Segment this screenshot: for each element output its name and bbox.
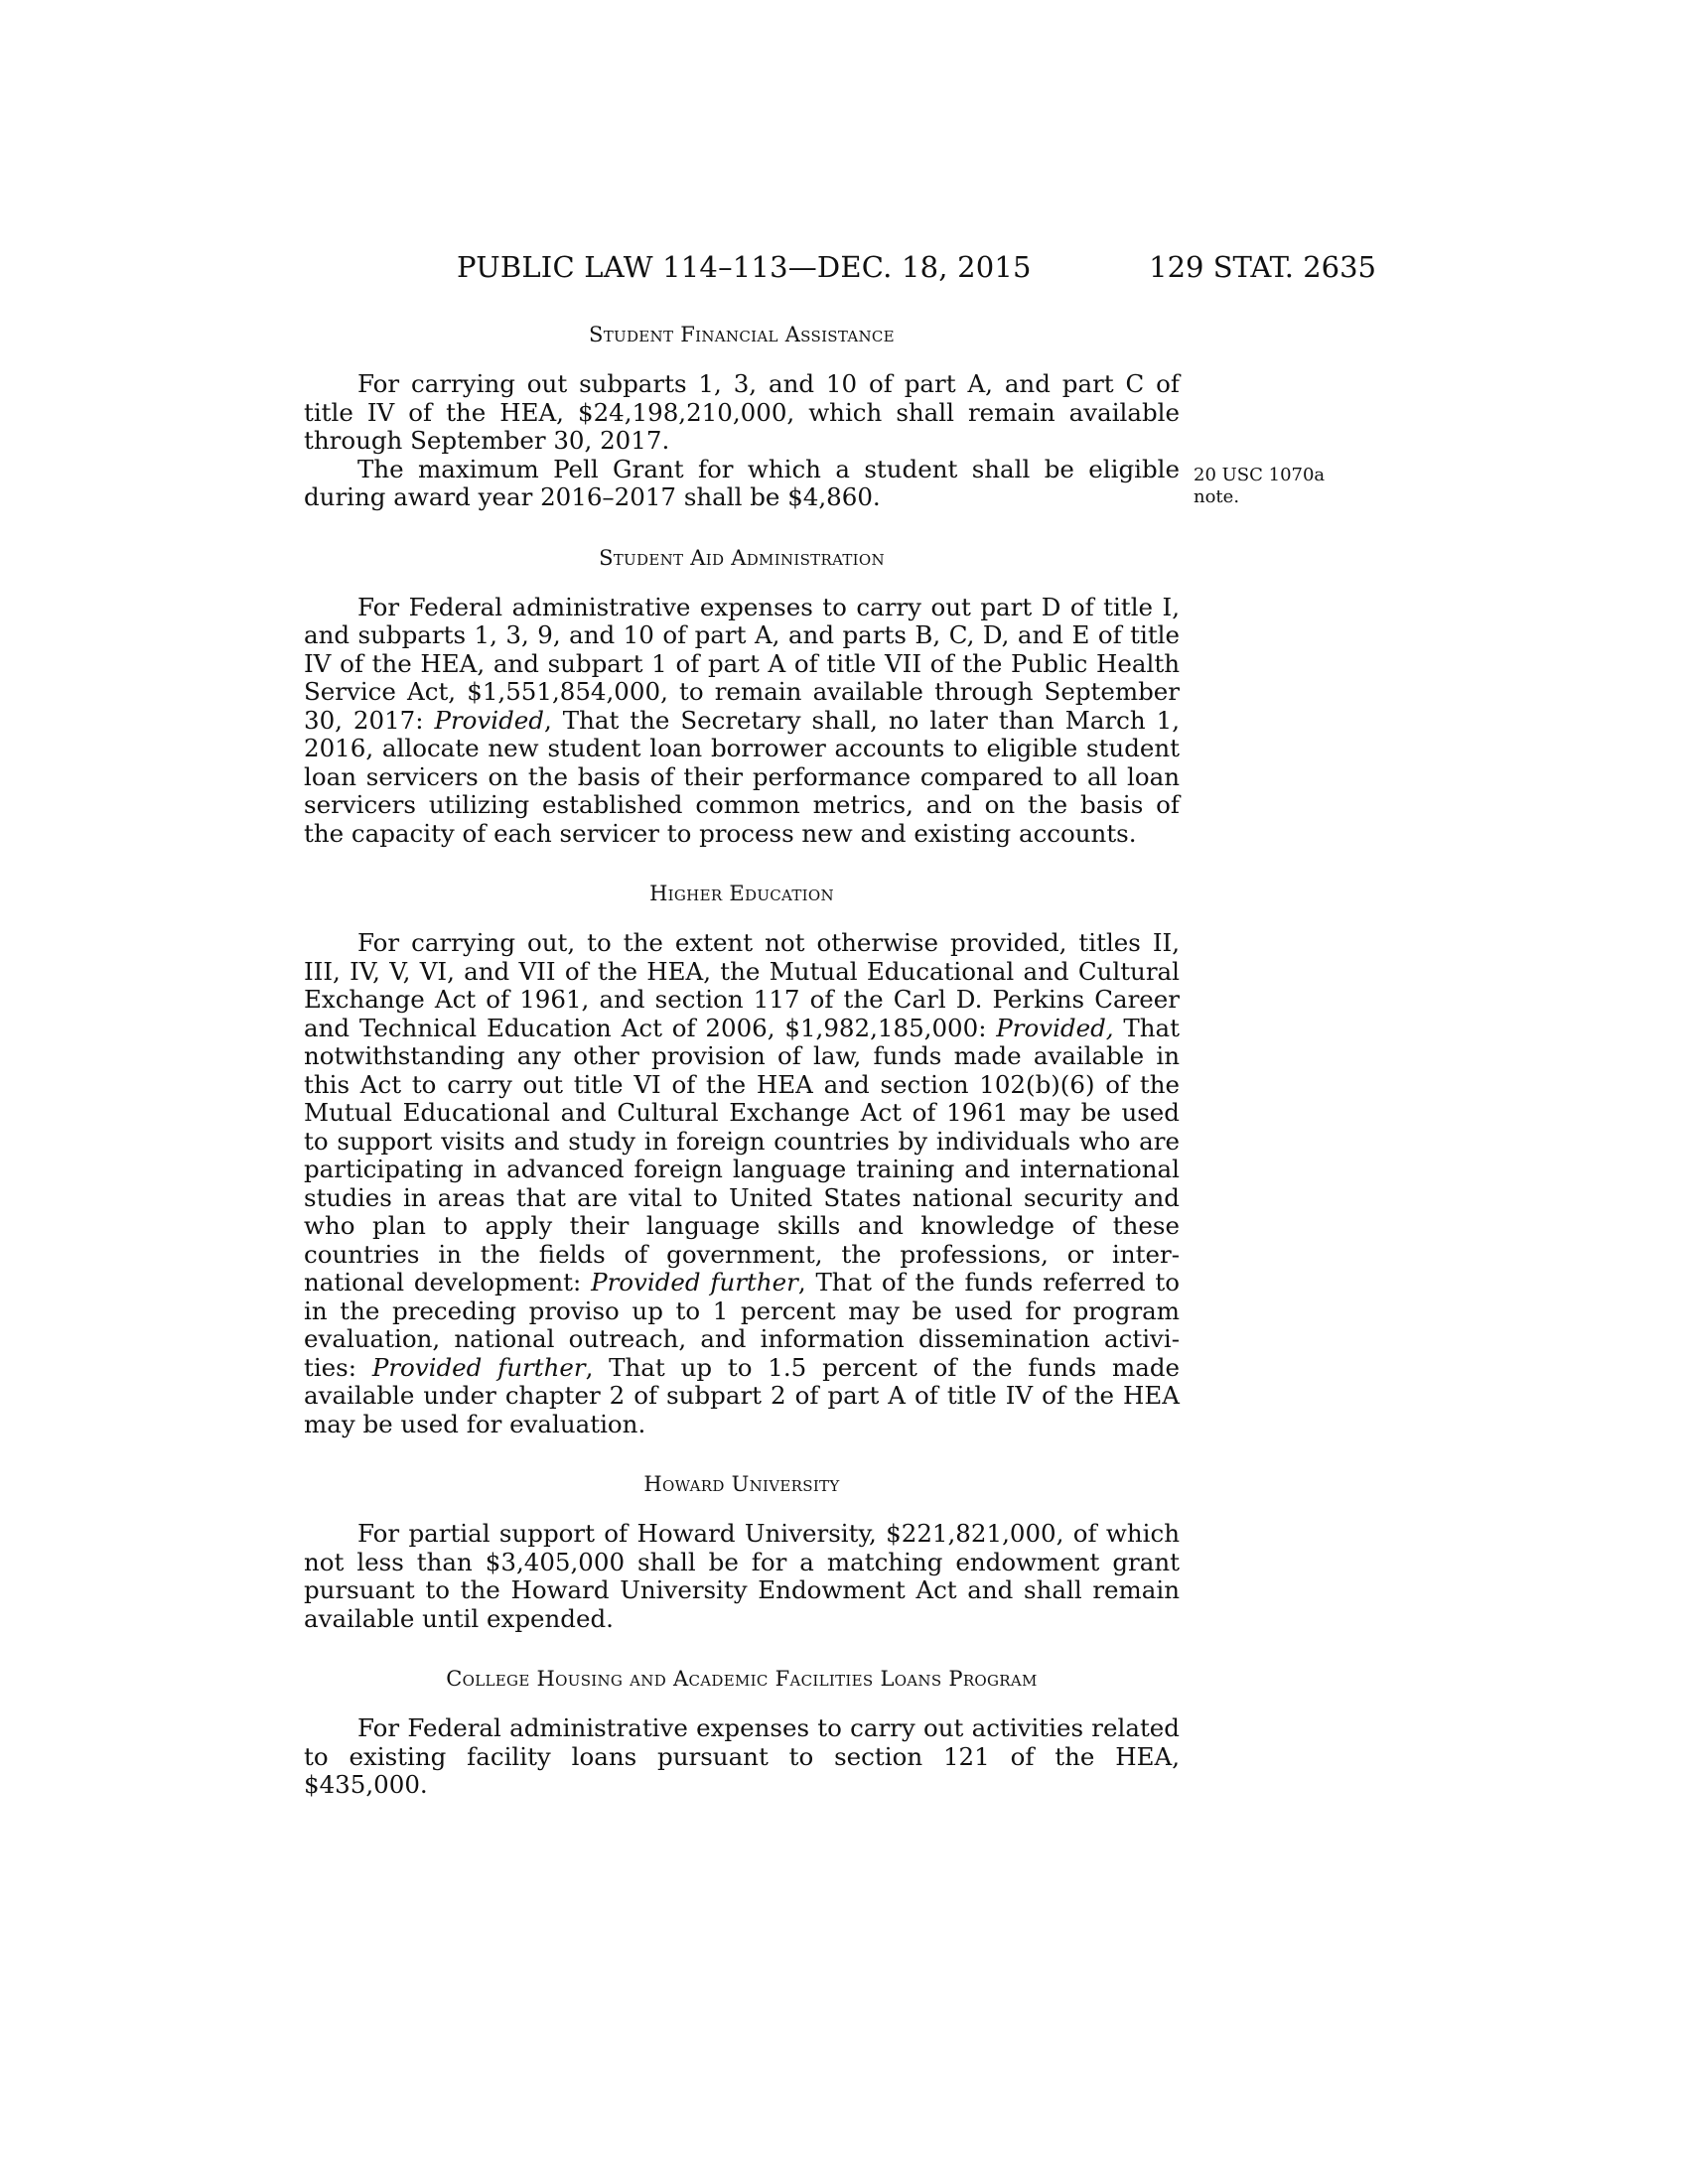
running-header-law: PUBLIC LAW 114–113—DEC. 18, 2015 — [457, 250, 1032, 284]
margin-note-citation — [1194, 465, 1372, 508]
paragraph-howard-university: For partial support of Howard University, $221,821,000, of which not less than $3,405,000 shall be for a matching endowment grant pursuant to the Howard University Endowment Act and shall remain available until expended. — [304, 1519, 1180, 1633]
heading-college-housing: College Housing and Academic Facilities Loans Program — [446, 1667, 1038, 1691]
main-text-column — [304, 323, 1180, 1800]
proviso-provided: Provided, — [996, 1013, 1114, 1042]
paragraph-college-housing: For Federal administrative expenses to carry out activities related to existing facility loans pursuant to section 121 of the HEA, $435,000. — [304, 1713, 1180, 1799]
heading-higher-education: Higher Education — [649, 882, 834, 905]
margin-note-line-2: note. — [1194, 486, 1240, 507]
proviso-provided-further: Provided further — [591, 1268, 798, 1297]
heading-student-financial-assistance: Student Financial Assistance — [589, 323, 895, 346]
proviso-provided-further: Provided further — [371, 1352, 586, 1382]
heading-howard-university: Howard University — [643, 1472, 840, 1496]
paragraph-pell-grant: The maximum Pell Grant for which a student shall be eligible during award year 2016–2017 shall be $4,860. — [304, 454, 1180, 511]
paragraph-student-aid-administration: For Federal administrative expenses to carry out part D of title I, and subparts 1, 3, 9, and 10 of part A, and parts B, C, D, and E of title IV of the HEA, and subpart 1 of part A of title VII of the Public Health Service Act, $1,551,854,000, to remain available through September 30, 2017: Provided, That the Secretary shall, no later than March 1, 2016, allocate new student loan borrower accounts to eligible student loan servicers on the basis of their performance compared to all loan servicers utilizing established common metrics, and on the basis of the capacity of each servicer to process new and existing accounts. — [304, 592, 1180, 848]
paragraph-higher-education: For carrying out, to the extent not otherwise provided, titles II, III, IV, V, VI, and VII of the HEA, the Mutual Educational and Cultural Exchange Act of 1961, and section 117 of the Carl D. Perkins Career and Technical Education Act of 2006, $1,982,185,000: Provided, That notwithstanding any other provision of law, funds made available in this Act to carry out title VI of the HEA and section 102(b)(6) of the Mutual Educational and Cultural Exchange Act of 1961 may be used to support visits and study in foreign countries by individuals who are participating in advanced foreign language training and international studies in areas that are vital to United States national security and who plan to apply their language skills and knowledge of these countries in the fields of government, the professions, or inter-national development: Provided further, That of the funds referred to in the preceding proviso up to 1 percent may be used for program evaluation, national outreach, and information dissemination activi-ties: Provided further, That up to 1.5 percent of the funds made available under chapter 2 of subpart 2 of part A of title IV of the HEA may be used for evaluation. — [304, 928, 1181, 1438]
proviso-provided: Provided — [434, 705, 544, 735]
running-header-stat-page: 129 STAT. 2635 — [1149, 250, 1376, 284]
heading-student-aid-administration: Student Aid Administration — [599, 545, 885, 570]
margin-note-line-1: 20 USC 1070a — [1194, 465, 1326, 485]
paragraph-student-financial-assistance: For carrying out subparts 1, 3, and 10 of part A, and part C of title IV of the HEA, $24,198,210,000, which shall remain available through September 30, 2017. — [304, 369, 1180, 455]
